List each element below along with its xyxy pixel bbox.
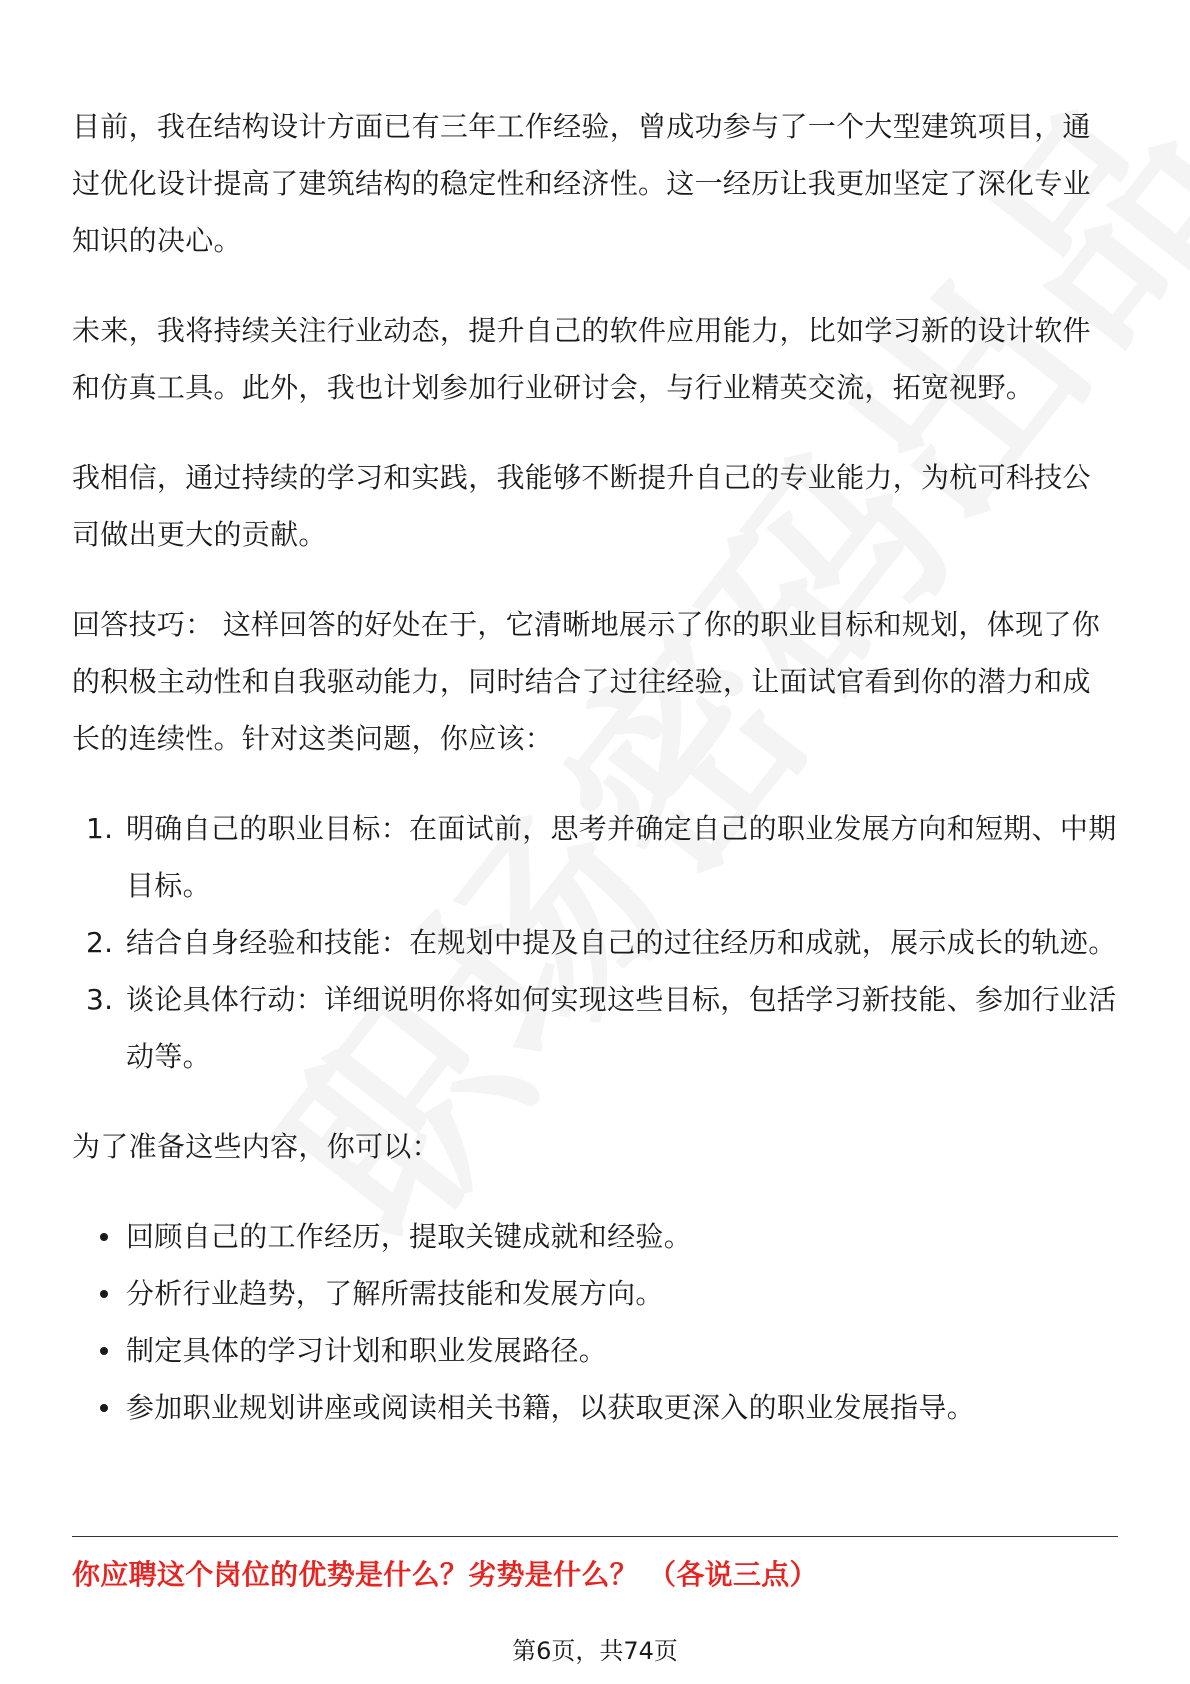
- list-item: [72, 914, 1118, 971]
- bullet-icon: [100, 1347, 108, 1355]
- page-content: [72, 98, 1118, 1436]
- list-item: [72, 1208, 1118, 1265]
- list-item: [72, 800, 1118, 914]
- paragraph-experience: 目前，我在结构设计方面已有三年工作经验，曾成功参与了一个大型建筑项目，通过优化设计提高了建筑结构的稳定性和经济性。这一经历让我更加坚定了深化专业知识的决心。: [72, 110, 1091, 257]
- paragraph-future-plan: 未来，我将持续关注行业动态，提升自己的软件应用能力，比如学习新的设计软件和仿真工具。此外，我也计划参加行业研讨会，与行业精英交流，拓宽视野。: [72, 314, 1091, 404]
- steps-list: [72, 800, 1118, 1085]
- list-item-text: 分析行业趋势，了解所需技能和发展方向。: [126, 1277, 664, 1310]
- list-item: [72, 1265, 1118, 1322]
- bullet-icon: [100, 1404, 108, 1412]
- tips-list: [72, 1208, 1118, 1436]
- list-item-text: 回顾自己的工作经历，提取关键成就和经验。: [126, 1220, 693, 1253]
- list-item: [72, 971, 1118, 1085]
- list-item-text: 制定具体的学习计划和职业发展路径。: [126, 1334, 608, 1367]
- paragraph-belief: 我相信，通过持续的学习和实践，我能够不断提升自己的专业能力，为杭可科技公司做出更大的贡献。: [72, 461, 1091, 551]
- list-item-text: 结合自身经验和技能：在规划中提及自己的过往经历和成就，展示成长的轨迹。: [126, 926, 1117, 959]
- bullet-icon: [100, 1290, 108, 1298]
- next-question-heading: 你应聘这个岗位的优势是什么？劣势是什么？ （各说三点）: [72, 1558, 818, 1591]
- list-item-text: 明确自己的职业目标：在面试前，思考并确定自己的职业发展方向和短期、中期目标。: [126, 812, 1117, 902]
- list-number: 3.: [86, 983, 114, 1016]
- section-divider: [72, 1536, 1118, 1537]
- list-item: [72, 1322, 1118, 1379]
- list-item-text: 参加职业规划讲座或阅读相关书籍，以获取更深入的职业发展指导。: [126, 1391, 976, 1424]
- page-number: 第6页，共74页: [512, 1637, 678, 1665]
- paragraph-answer-tips: 回答技巧： 这样回答的好处在于，它清晰地展示了你的职业目标和规划，体现了你的积极主动性和自我驱动能力，同时结合了过往经验，让面试官看到你的潜力和成长的连续性。针对这类问题，你应该：: [72, 608, 1101, 755]
- paragraph-prep-intro: 为了准备这些内容，你可以：: [72, 1130, 440, 1163]
- list-item-text: 谈论具体行动：详细说明你将如何实现这些目标，包括学习新技能、参加行业活动等。: [126, 983, 1117, 1073]
- list-item: [72, 1379, 1118, 1436]
- list-number: 1.: [86, 812, 114, 845]
- list-number: 2.: [86, 926, 114, 959]
- bullet-icon: [100, 1233, 108, 1241]
